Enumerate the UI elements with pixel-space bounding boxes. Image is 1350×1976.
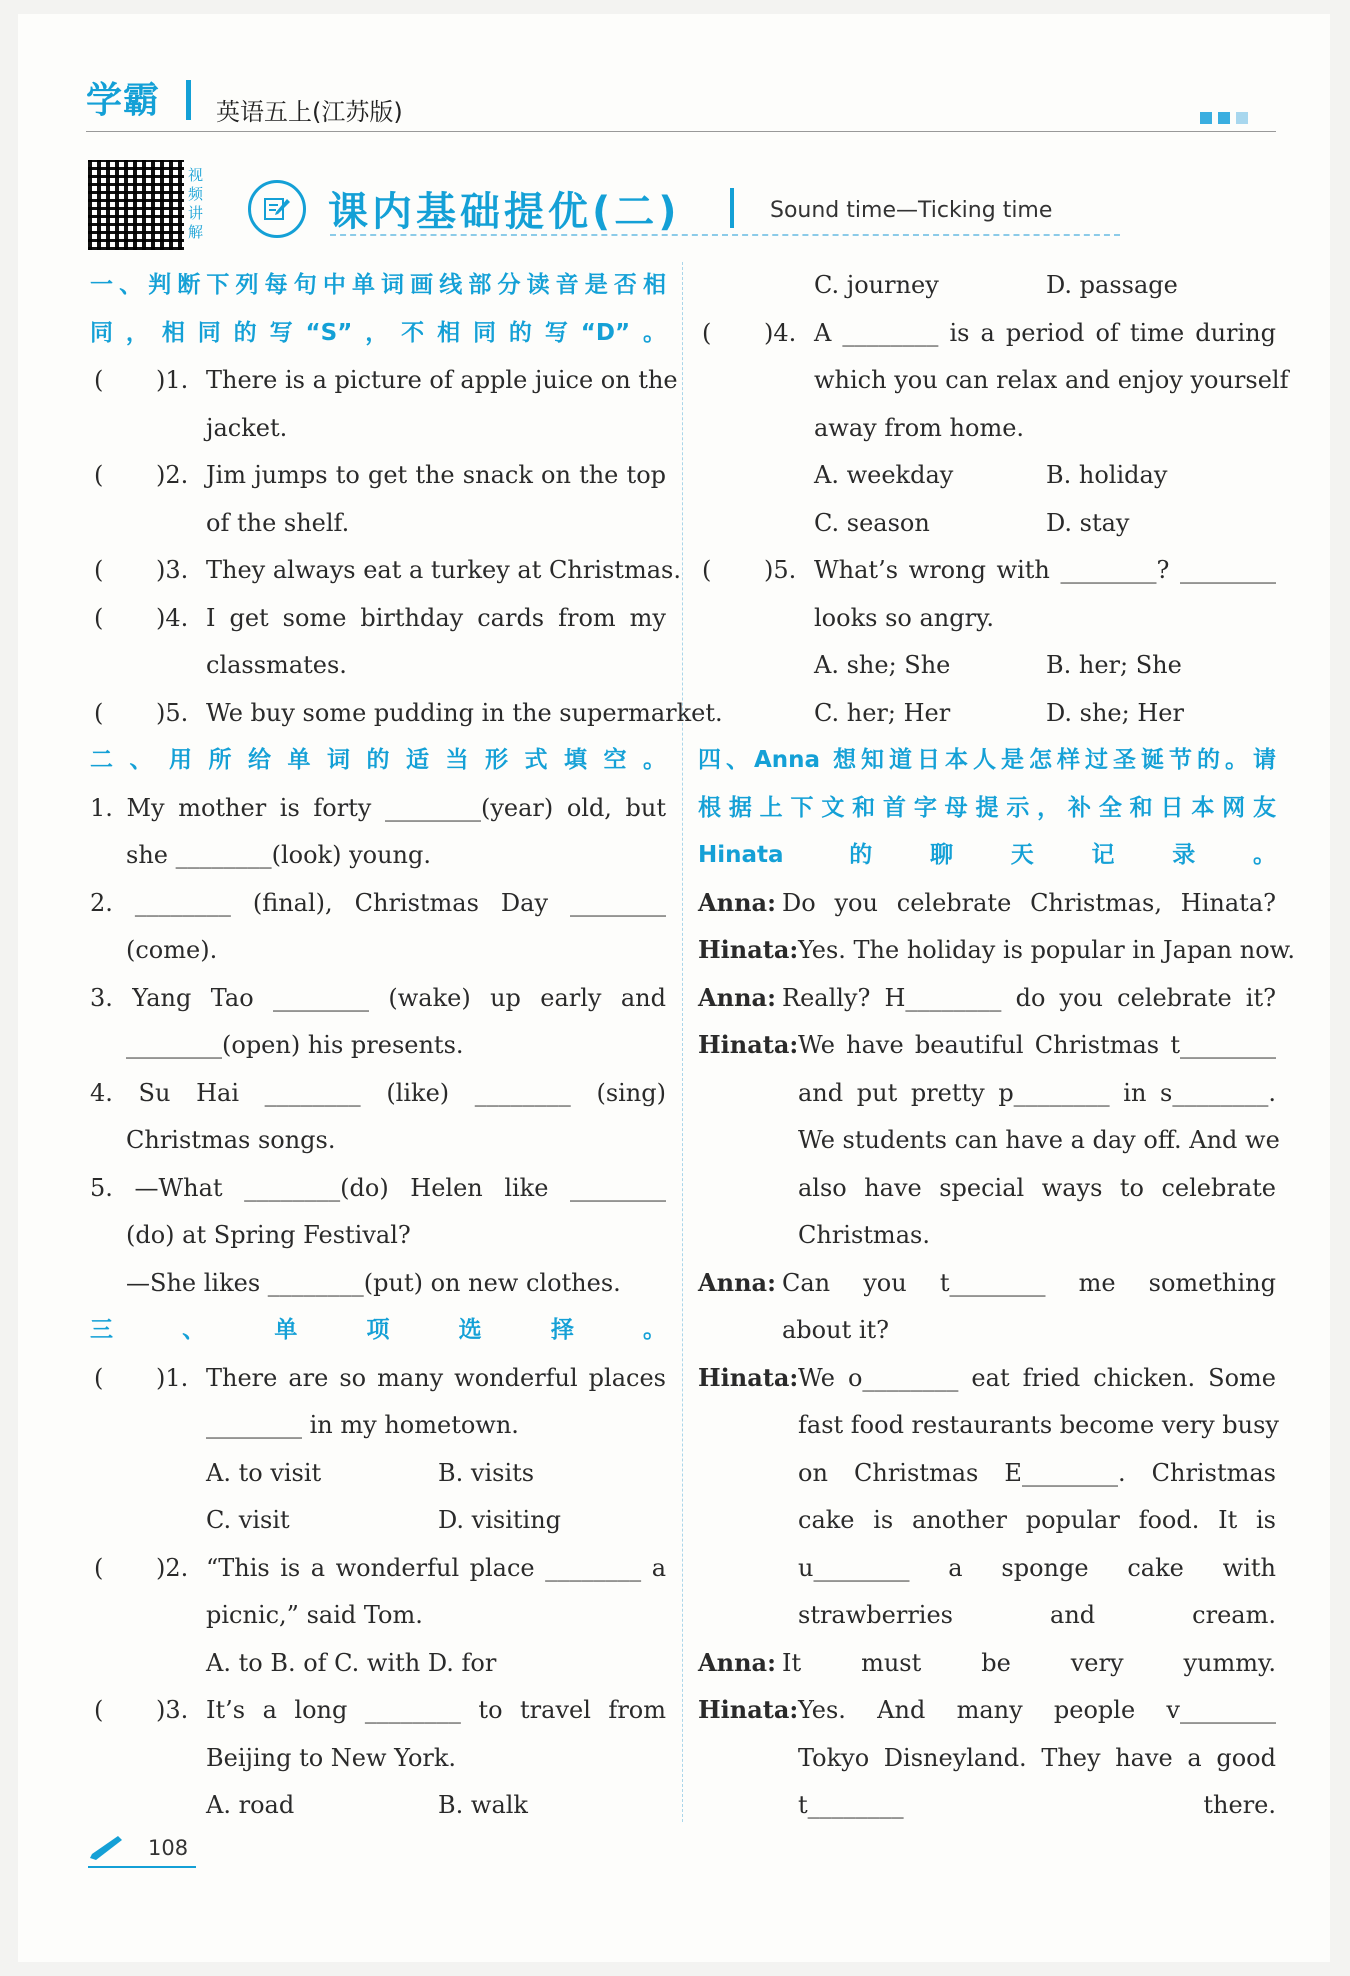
speaker-name: Hinata: [698, 1695, 799, 1724]
option: C. season [814, 508, 930, 537]
question-continued: away from home. [814, 413, 1025, 442]
question-number: )1. [156, 366, 189, 394]
option: A. weekday [814, 461, 954, 489]
speaker-name: Hinata: [698, 935, 799, 964]
dialogue-line: It must be very yummy. [782, 1648, 1276, 1677]
question-continued: she ________(look) young. [126, 841, 431, 869]
question-text: It’s a long ________ to travel from [206, 1696, 666, 1724]
option: B. walk [438, 1791, 528, 1819]
dialogue-continued: We students can have a day off. And we [798, 1126, 1280, 1154]
dialogue-line: Yes. And many people v________ [798, 1696, 1276, 1724]
question-text: There are so many wonderful places [206, 1363, 666, 1392]
qr-code-icon[interactable] [88, 160, 184, 250]
question-number: )5. [764, 556, 797, 584]
question-text: Jim jumps to get the snack on the top [206, 461, 666, 489]
dialogue-line: We have beautiful Christmas t________ [798, 1031, 1276, 1059]
dialogue-continued: u________ a sponge cake with [798, 1553, 1276, 1582]
dialogue-continued: fast food restaurants become very busy [798, 1411, 1279, 1439]
speaker-name: Anna: [698, 1647, 776, 1677]
answer-paren-open: ( [94, 1363, 104, 1392]
question-continued: classmates. [206, 651, 347, 679]
question-text: I get some birthday cards from my [206, 603, 666, 632]
question-continued: Christmas songs. [126, 1126, 336, 1154]
answer-paren-open: ( [94, 1696, 104, 1724]
section-heading: 一、判断下列每句中单词画线部分读音是否相 [90, 272, 666, 298]
answer-paren-open: ( [94, 461, 104, 489]
fill-in-question: 2. ________ (final), Christmas Day ________ [90, 888, 666, 917]
option: D. she; Her [1046, 698, 1184, 727]
question-continued: jacket. [206, 413, 288, 442]
dialogue-line: Do you celebrate Christmas, Hinata? [782, 888, 1276, 917]
column-divider [682, 262, 683, 1822]
dialogue-continued: t________ there. [798, 1791, 1276, 1819]
question-text: There is a picture of apple juice on the [206, 366, 678, 394]
option: A. road [206, 1791, 295, 1819]
section-subtitle: Sound time—Ticking time [770, 198, 1053, 223]
question-text: We buy some pudding in the supermarket. [206, 698, 723, 727]
question-continued: picnic,” said Tom. [206, 1601, 423, 1629]
question-continued: ________(open) his presents. [126, 1031, 464, 1059]
footer-rule [88, 1866, 196, 1868]
option: D. stay [1046, 508, 1130, 537]
question-continued: —She likes ________(put) on new clothes. [126, 1268, 621, 1297]
dialogue-line: Can you t________ me something [782, 1268, 1276, 1297]
section-heading: 根据上下文和首字母提示，补全和日本网友 [698, 794, 1276, 821]
fill-in-question: 4. Su Hai ________ (like) ________ (sing) [90, 1078, 666, 1107]
fill-in-question: 5. —What ________(do) Helen like ________ [90, 1173, 666, 1202]
title-dashed-rule [330, 234, 1120, 236]
option: A. she; She [814, 651, 951, 679]
question-continued: of the shelf. [206, 508, 350, 537]
title-divider [730, 188, 734, 228]
question-number: )1. [156, 1363, 189, 1392]
dialogue-continued: cake is another popular food. It is [798, 1506, 1276, 1534]
question-number: )3. [156, 1696, 189, 1724]
dialogue-continued: about it? [782, 1316, 890, 1344]
section-heading: 三、单项选择。 [90, 1317, 666, 1343]
question-text: What’s wrong with ________? ________ [814, 556, 1276, 584]
option: D. passage [1046, 271, 1178, 299]
dialogue-continued: also have special ways to celebrate [798, 1173, 1276, 1202]
answer-paren-open: ( [94, 603, 104, 632]
option: A. to visit [206, 1458, 322, 1487]
question-number: )2. [156, 1553, 189, 1582]
question-continued: Beijing to New York. [206, 1743, 457, 1772]
option: B. holiday [1046, 461, 1168, 489]
fill-in-question: 3. Yang Tao ________ (wake) up early and [90, 983, 666, 1012]
speaker-name: Anna: [698, 1267, 776, 1297]
answer-paren-open: ( [94, 1553, 104, 1582]
question-number: )5. [156, 698, 189, 727]
dialogue-continued: strawberries and cream. [798, 1601, 1276, 1629]
section-heading: 二、用所给单词的适当形式填空。 [90, 747, 666, 773]
dialogue-continued: and put pretty p________ in s________. [798, 1078, 1276, 1107]
question-continued: (do) at Spring Festival? [126, 1221, 411, 1249]
header-rule [86, 131, 1276, 132]
page-number: 108 [148, 1836, 189, 1860]
question-continued: which you can relax and enjoy yourself [814, 366, 1289, 394]
section-heading: Hinata 的聊天记录。 [698, 842, 1276, 868]
pencil-icon [88, 1836, 128, 1866]
option: C. visit [206, 1506, 290, 1534]
fill-in-question: 1. My mother is forty ________(year) old, but [90, 793, 666, 822]
dialogue-line: Really? H________ do you celebrate it? [782, 983, 1276, 1012]
dialogue-continued: Tokyo Disneyland. They have a good [798, 1743, 1276, 1772]
brand-logo: 学霸 [86, 80, 161, 121]
question-text: “This is a wonderful place ________ a [206, 1553, 666, 1582]
option: B. her; She [1046, 651, 1182, 679]
section-heading: 四、Anna 想知道日本人是怎样过圣诞节的。请 [698, 747, 1276, 773]
qr-label: 视频讲解 [188, 166, 204, 241]
pencil-note-icon [248, 180, 306, 238]
answer-paren-open: ( [94, 366, 104, 394]
option: B. visits [438, 1458, 535, 1487]
speaker-name: Anna: [698, 887, 776, 917]
question-number: )4. [156, 603, 189, 632]
dialogue-line: Yes. The holiday is popular in Japan now. [798, 936, 1295, 964]
answer-paren-open: ( [702, 556, 712, 584]
dialogue-continued: on Christmas E________. Christmas [798, 1458, 1276, 1487]
question-continued: (come). [126, 936, 218, 964]
option: D. visiting [438, 1506, 562, 1534]
speaker-name: Hinata: [698, 1030, 799, 1059]
logo-divider [186, 80, 191, 120]
answer-paren-open: ( [702, 318, 712, 347]
section-title: 课内基础提优(二) [328, 189, 681, 235]
question-continued: looks so angry. [814, 603, 995, 632]
answer-paren-open: ( [94, 698, 104, 727]
question-number: )3. [156, 556, 189, 584]
question-number: )4. [764, 318, 797, 347]
section-heading: 同，相同的写“S”，不相同的写“D”。 [90, 319, 666, 346]
question-text: They always eat a turkey at Christmas. [206, 556, 681, 584]
book-title: 英语五上(江苏版) [216, 98, 403, 126]
option: C. her; Her [814, 698, 951, 727]
speaker-name: Anna: [698, 982, 776, 1012]
dialogue-line: We o________ eat fried chicken. Some [798, 1363, 1276, 1392]
speaker-name: Hinata: [698, 1362, 799, 1392]
option: C. journey [814, 271, 939, 299]
question-continued: A. to B. of C. with D. for [206, 1648, 497, 1677]
question-number: )2. [156, 461, 189, 489]
answer-paren-open: ( [94, 556, 104, 584]
header-dots [1200, 109, 1254, 128]
dialogue-continued: Christmas. [798, 1221, 930, 1249]
question-text: A ________ is a period of time during [814, 318, 1276, 347]
question-continued: ________ in my hometown. [206, 1411, 519, 1439]
